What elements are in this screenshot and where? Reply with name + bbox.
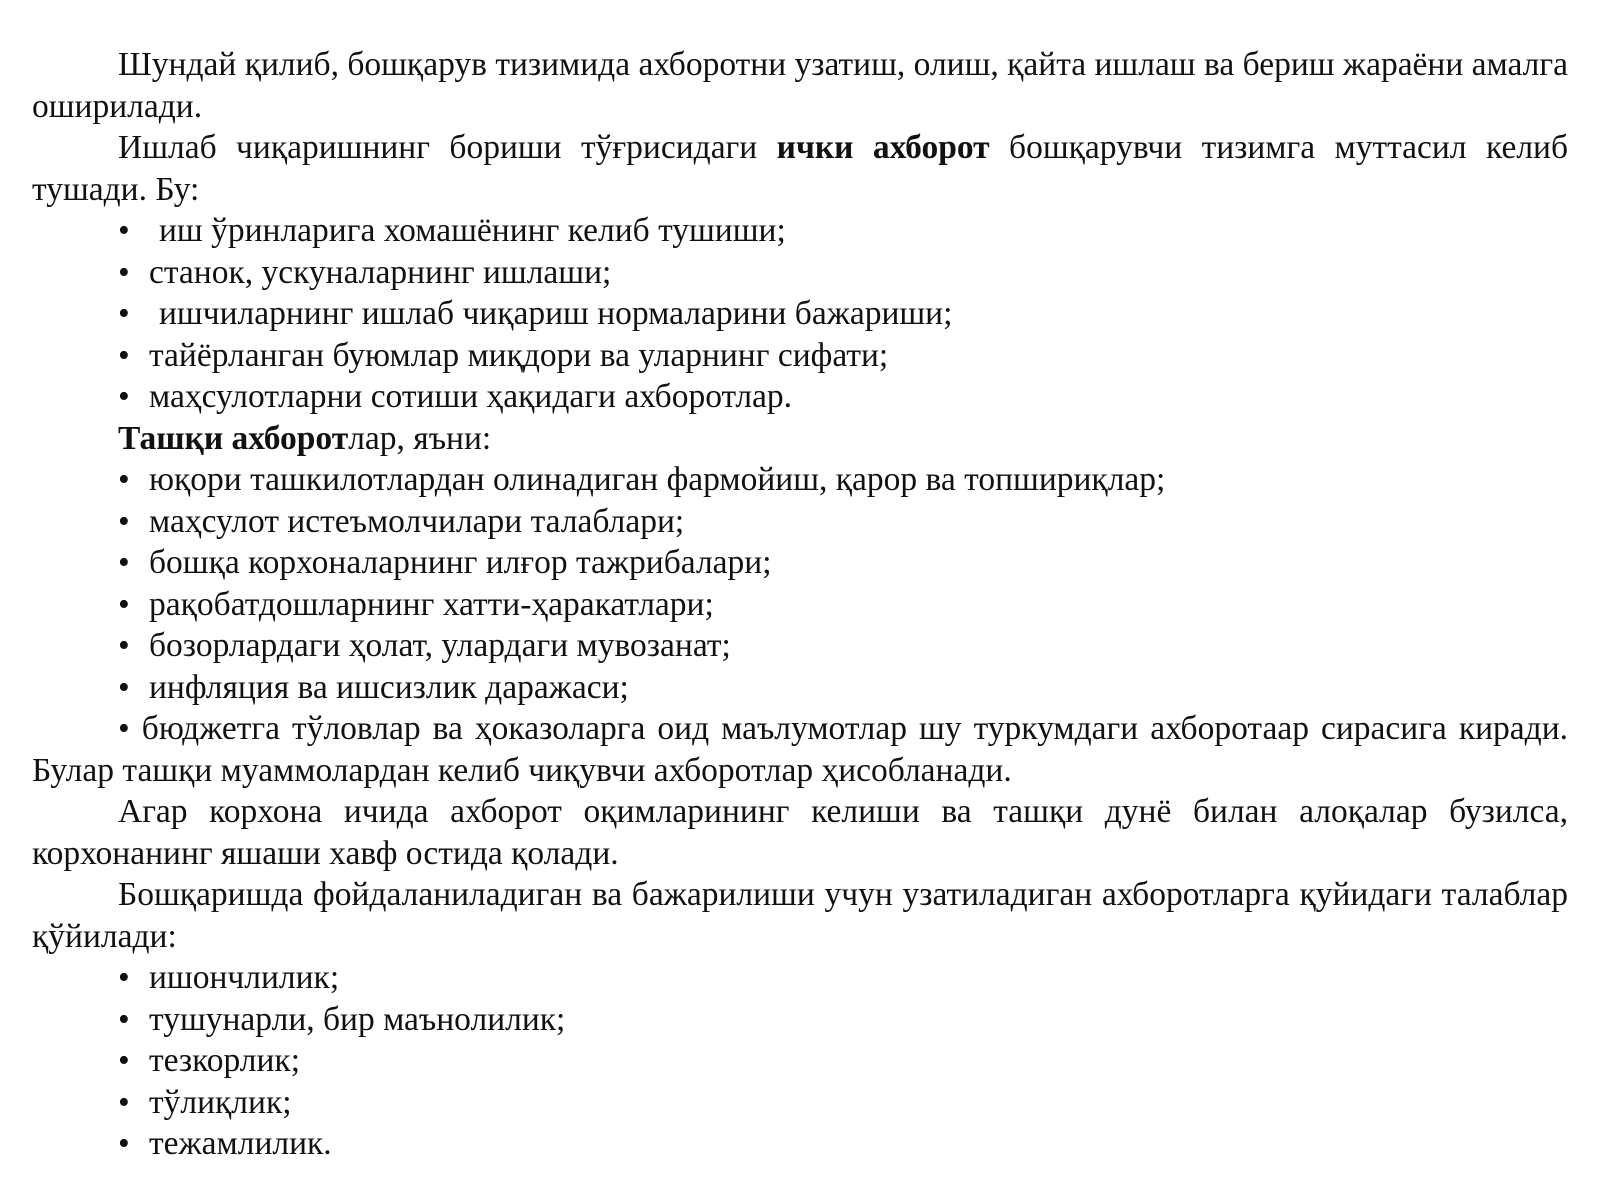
list-item bbox=[32, 1082, 1568, 1124]
list-item-text: бозорлардаги ҳолат, улардаги мувозанат; bbox=[149, 627, 731, 664]
list-item-text: тежамлилик. bbox=[149, 1125, 332, 1162]
list-item-text: ишчиларнинг ишлаб чиқариш нормаларини бажариши; bbox=[159, 295, 953, 332]
bullet-icon: • bbox=[118, 1125, 130, 1162]
list-item bbox=[32, 584, 1568, 626]
bullet-icon: • bbox=[118, 1000, 130, 1038]
paragraph-risk: Агар корхона ичида ахборот оқимларининг келиши ва ташқи дунё билан алоқалар бузилса, корхонанинг яшаши хавф остида қолади. bbox=[32, 793, 1568, 872]
list-item-text: бюджетга тўловлар ва ҳоказоларга оид маълумотлар шу туркумдаги ахборотаар сирасига киради. Булар ташқи муаммолардан келиб чиқувчи ахборотлар ҳисобланади. bbox=[32, 710, 1569, 789]
list-item-text: инфляция ва ишсизлик даражаси; bbox=[149, 668, 629, 706]
bullet-icon: • bbox=[118, 627, 130, 664]
external-info-term: Ташқи ахборот bbox=[118, 419, 349, 457]
list-item bbox=[32, 1040, 1568, 1082]
list-item-text: бошқа корхоналарнинг илғор тажрибалари; bbox=[149, 544, 772, 581]
list-item-text: иш ўринларига хомашёнинг келиб тушиши; bbox=[159, 212, 786, 249]
external-info-heading-rest: лар, яъни: bbox=[348, 419, 492, 457]
bullet-icon: • bbox=[118, 461, 130, 498]
list-item-text: тезкорлик; bbox=[149, 1042, 301, 1079]
bullet-icon: • bbox=[118, 959, 130, 996]
bullet-icon: • bbox=[118, 378, 130, 415]
bullet-icon: • bbox=[118, 295, 130, 332]
requirements-list bbox=[32, 957, 1568, 1165]
list-item bbox=[32, 335, 1568, 377]
list-item bbox=[32, 252, 1568, 294]
list-item bbox=[32, 708, 1568, 791]
bullet-icon: • bbox=[118, 710, 130, 747]
list-item bbox=[32, 542, 1568, 584]
list-item bbox=[32, 293, 1568, 335]
list-item bbox=[32, 625, 1568, 667]
list-item-text: ишончлилик; bbox=[149, 959, 340, 996]
document-page bbox=[32, 44, 1568, 1165]
paragraph-internal-info-after: бошқарувчи тизимга муттасил келиб тушади. Бу: bbox=[32, 129, 1569, 208]
bullet-icon: • bbox=[118, 668, 130, 706]
list-item bbox=[32, 501, 1568, 543]
bullet-icon: • bbox=[118, 502, 130, 540]
bullet-icon: • bbox=[118, 1042, 130, 1079]
bullet-icon: • bbox=[118, 1083, 130, 1121]
internal-info-term: ички ахборот bbox=[776, 129, 990, 166]
paragraph-intro: Шундай қилиб, бошқарув тизимида ахборотни узатиш, олиш, қайта ишлаш ва бериш жараёни амалга оширилади. bbox=[32, 46, 1568, 125]
list-item-text: тўлиқлик; bbox=[149, 1083, 292, 1121]
bullet-icon: • bbox=[118, 585, 130, 623]
bullet-icon: • bbox=[118, 253, 130, 291]
list-item bbox=[32, 210, 1568, 252]
bullet-icon: • bbox=[118, 212, 130, 249]
paragraph-internal-info bbox=[32, 127, 1568, 210]
paragraph-internal-info-before: Ишлаб чиқаришнинг бориши тўғрисидаги bbox=[118, 129, 777, 166]
list-item bbox=[32, 999, 1568, 1041]
list-item bbox=[32, 459, 1568, 501]
internal-info-list bbox=[32, 210, 1568, 418]
list-item-text: тайёрланган буюмлар миқдори ва уларнинг сифати; bbox=[149, 336, 889, 374]
list-item bbox=[32, 957, 1568, 999]
list-item-text: станок, ускуналарнинг ишлаши; bbox=[149, 253, 612, 291]
external-info-list bbox=[32, 459, 1568, 791]
list-item-text: рақобатдошларнинг хатти-ҳаракатлари; bbox=[149, 585, 714, 623]
paragraph-requirements: Бошқаришда фойдаланиладиган ва бажарилиши учун узатиладиган ахборотларга қуйидаги талаблар қўйилади: bbox=[32, 876, 1568, 955]
bullet-icon: • bbox=[118, 544, 130, 581]
list-item bbox=[32, 667, 1568, 709]
list-item-text: юқори ташкилотлардан олинадиган фармойиш, қарор ва топшириқлар; bbox=[149, 461, 1166, 498]
list-item-text: маҳсулотларни сотиши ҳақидаги ахборотлар. bbox=[149, 378, 793, 415]
list-item-text: тушунарли, бир маънолилик; bbox=[149, 1000, 566, 1038]
bullet-icon: • bbox=[118, 336, 130, 374]
list-item-text: маҳсулот истеъмолчилари талаблари; bbox=[149, 502, 685, 540]
list-item bbox=[32, 376, 1568, 418]
external-info-heading bbox=[32, 418, 1568, 460]
list-item bbox=[32, 1123, 1568, 1165]
